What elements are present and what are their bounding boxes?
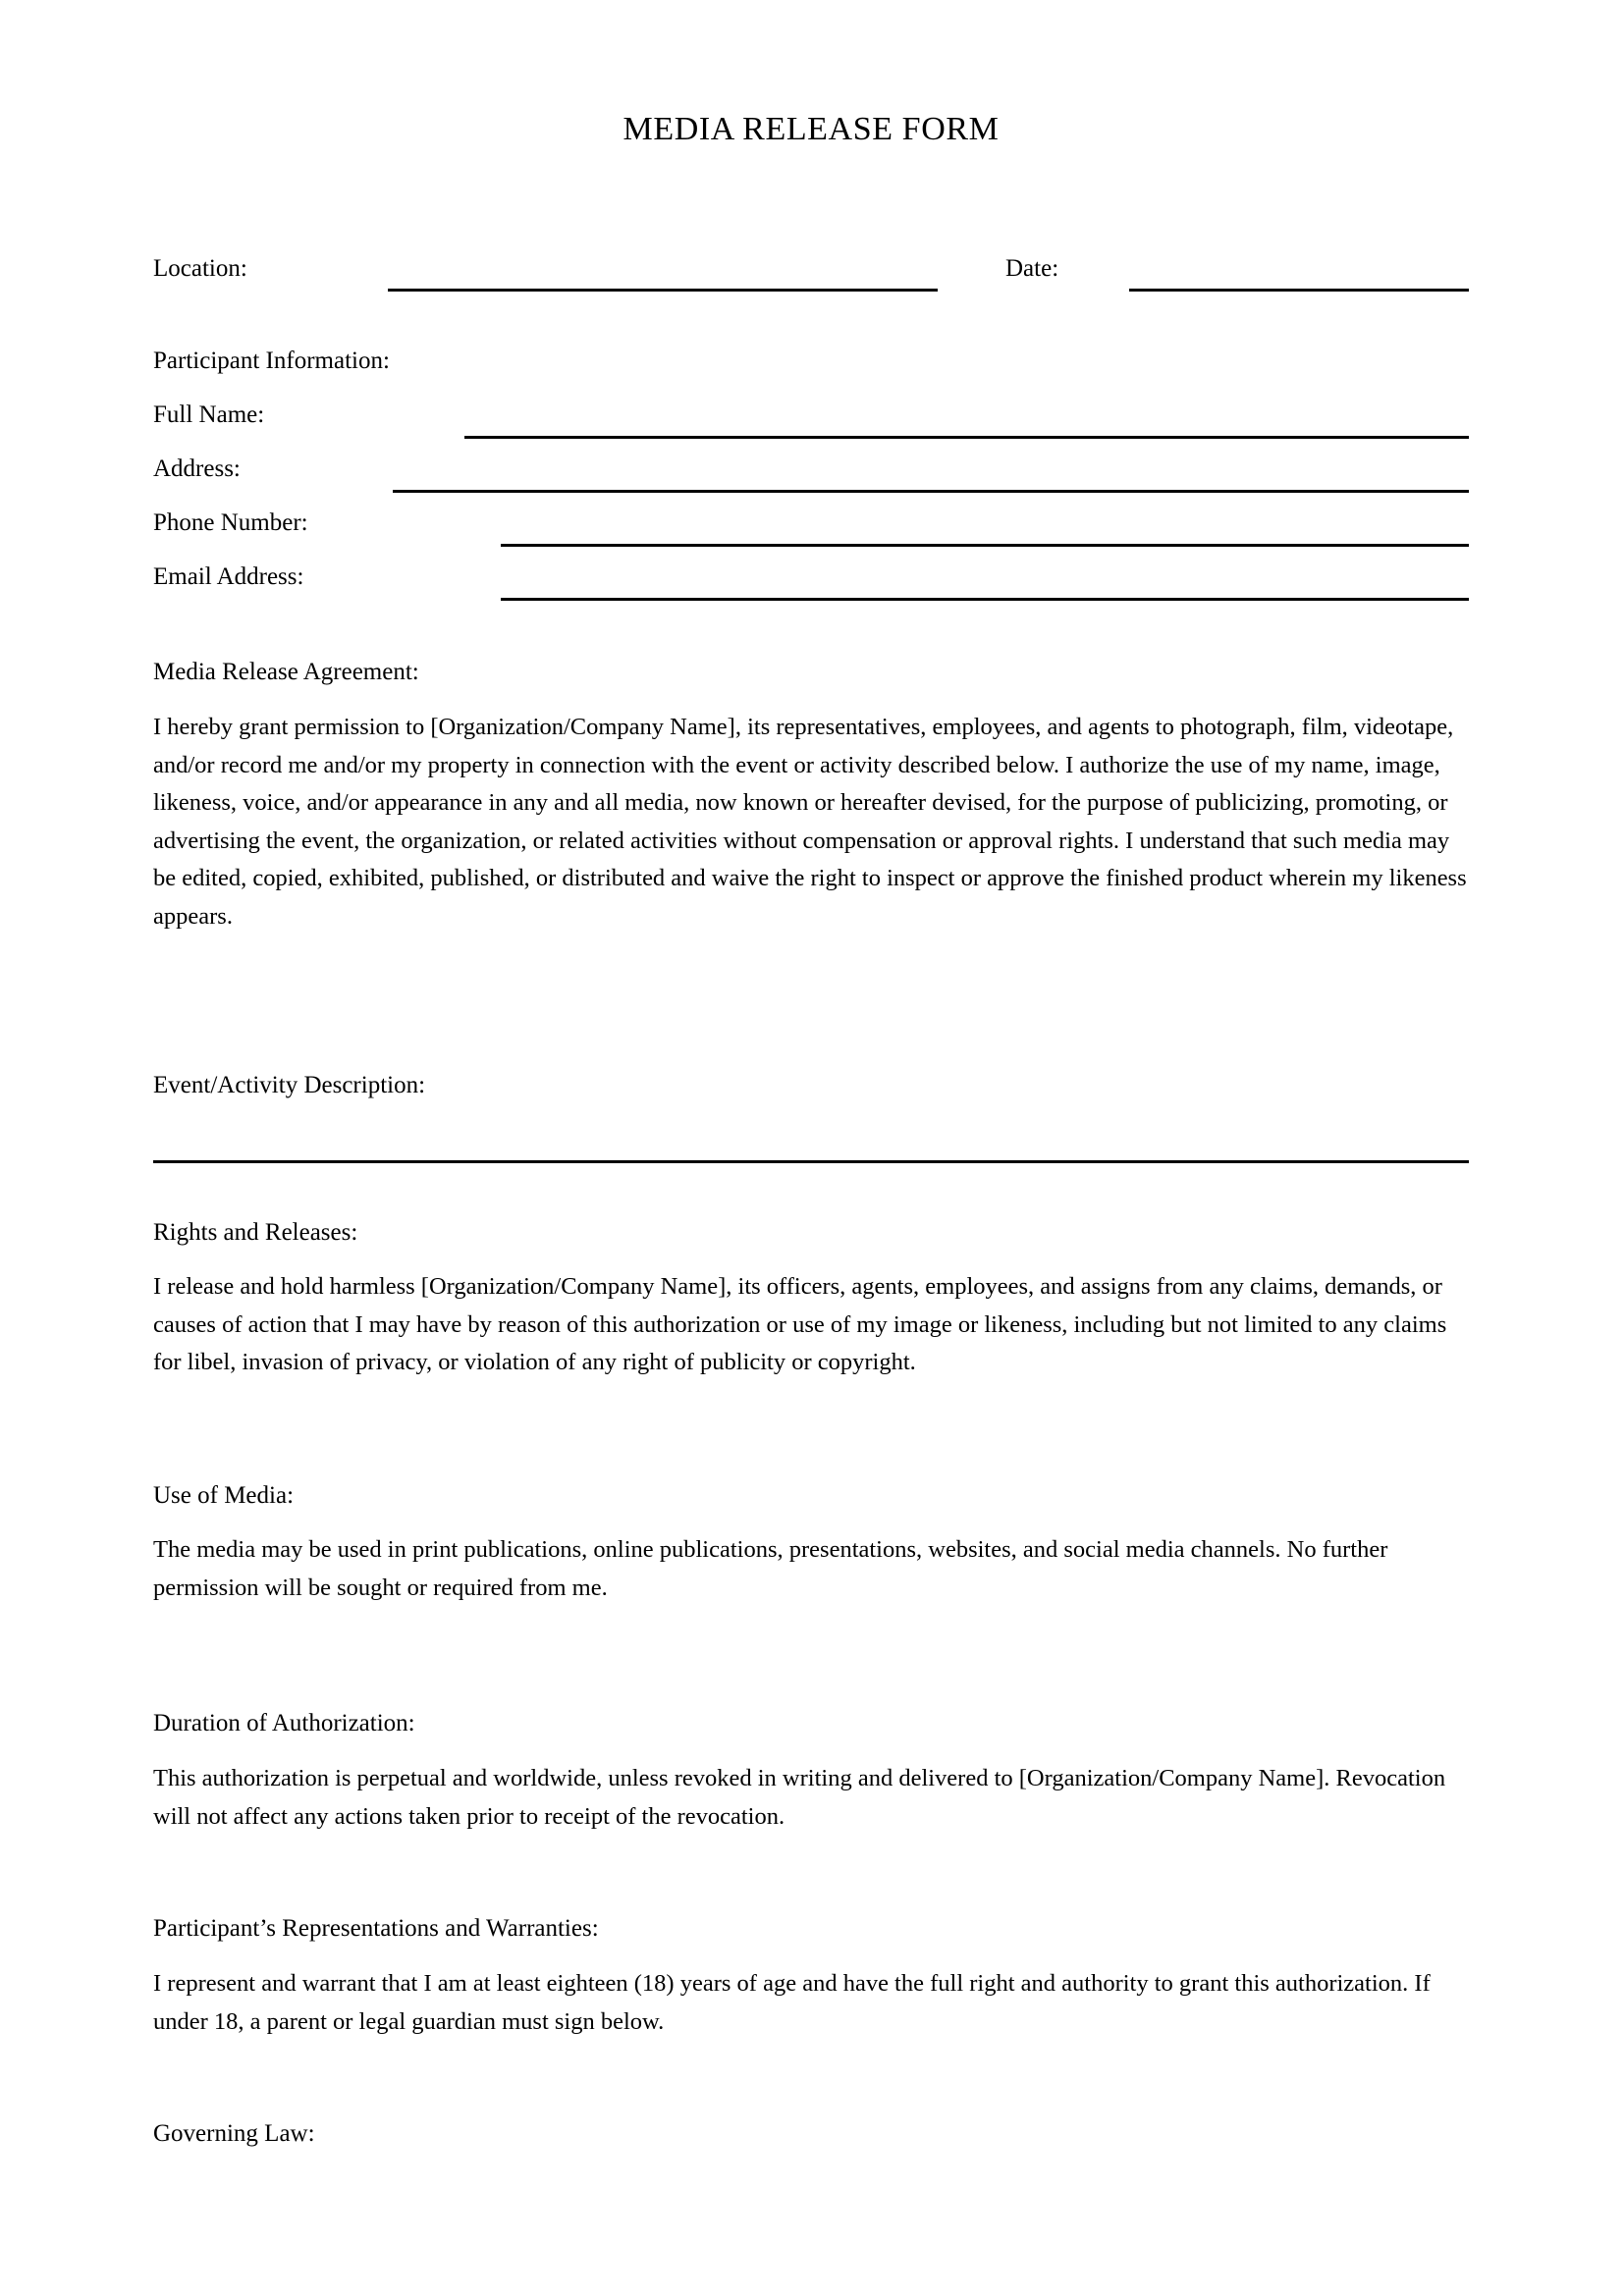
- email-address-label: Email Address:: [153, 563, 304, 590]
- address-label: Address:: [153, 455, 241, 482]
- location-date-row: [153, 253, 1469, 298]
- full-name-input-line[interactable]: [464, 436, 1469, 439]
- phone-number-input-line[interactable]: [501, 544, 1469, 547]
- duration-of-authorization-heading: Duration of Authorization:: [153, 1710, 415, 1736]
- event-activity-description-input-line[interactable]: [153, 1160, 1469, 1163]
- rights-and-releases-heading: Rights and Releases:: [153, 1219, 358, 1246]
- use-of-media-body: The media may be used in print publications, online publications, presentations, websites, and social media channels. No further permission will be sought or required from me.: [153, 1536, 1388, 1601]
- email-address-input-line[interactable]: [501, 598, 1469, 601]
- use-of-media-heading: Use of Media:: [153, 1482, 295, 1509]
- date-input-line[interactable]: [1129, 289, 1469, 292]
- duration-of-authorization-body: This authorization is perpetual and worldwide, unless revoked in writing and delivered to [Organization/Company Name]. Revocation will not affect any actions taken prior to receipt of the revocation.: [153, 1765, 1446, 1830]
- page-title: MEDIA RELEASE FORM: [623, 111, 1000, 147]
- media-release-agreement-body: I hereby grant permission to [Organization/Company Name], its representatives, employees, and agents to photograph, film, videotape, and/or record me and/or my property in connection with the event or activity described below. I authorize the use of my name, image, likeness, voice, and/or appearance in any and all media, now known or hereafter devised, for the purpose of publicizing, promoting, or advertising the event, the organization, or related activities without compensation or approval rights. I understand that such media may be edited, copied, exhibited, published, or distributed and waive the right to inspect or approve the finished product wherein my likeness appears.: [153, 714, 1467, 930]
- full-name-label: Full Name:: [153, 401, 265, 428]
- participant-information-heading: Participant Information:: [153, 347, 390, 374]
- address-input-line[interactable]: [393, 490, 1469, 493]
- representations-and-warranties-heading: Participant’s Representations and Warranties:: [153, 1915, 599, 1942]
- event-activity-description-heading: Event/Activity Description:: [153, 1072, 426, 1098]
- phone-number-label: Phone Number:: [153, 509, 308, 536]
- rights-and-releases-body: I release and hold harmless [Organization/Company Name], its officers, agents, employees, and assigns from any claims, demands, or causes of action that I may have by reason of this authorization or use of my image or likeness, including but not limited to any claims for libel, invasion of privacy, or violation of any right of publicity or copyright.: [153, 1273, 1447, 1375]
- location-input-line[interactable]: [388, 289, 938, 292]
- representations-and-warranties-body: I represent and warrant that I am at least eighteen (18) years of age and have the full right and authority to grant this authorization. If under 18, a parent or legal guardian must sign below.: [153, 1970, 1431, 2035]
- location-label: Location:: [153, 255, 247, 282]
- media-release-agreement-heading: Media Release Agreement:: [153, 659, 419, 685]
- governing-law-heading: Governing Law:: [153, 2120, 315, 2147]
- date-label: Date:: [1005, 255, 1059, 282]
